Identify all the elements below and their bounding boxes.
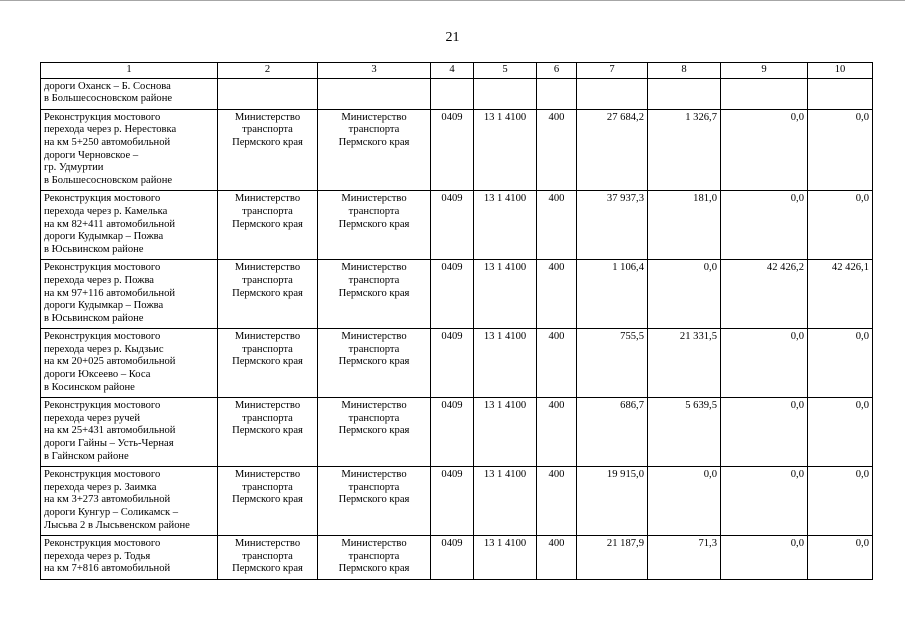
amount-cell: 0,0 bbox=[808, 109, 873, 191]
customer-cell bbox=[318, 260, 431, 329]
cell-line: транспорта bbox=[348, 274, 400, 286]
cell-line: Министерство bbox=[341, 111, 407, 123]
section-code-cell: 0409 bbox=[431, 109, 474, 191]
cell-line: Реконструкция мостового bbox=[44, 538, 161, 550]
table-row bbox=[41, 191, 873, 260]
cell-line: дороги Кунгур – Соликамск – bbox=[44, 507, 179, 518]
cell-line: транспорта bbox=[348, 343, 400, 355]
cell-line: Реконструкция мостового bbox=[44, 331, 161, 343]
section-code-cell: 0409 bbox=[431, 398, 474, 467]
amount-cell: 0,0 bbox=[721, 329, 808, 398]
object-name-cell bbox=[41, 329, 218, 398]
cell-line: Пермского края bbox=[232, 356, 303, 368]
cell-line: транспорта bbox=[242, 343, 293, 355]
cell-line: Пермского края bbox=[338, 356, 410, 368]
object-name-cell bbox=[41, 260, 218, 329]
chief-administrator-cell bbox=[218, 467, 318, 536]
amount-cell: 42 426,1 bbox=[808, 260, 873, 329]
expense-type-cell: 400 bbox=[537, 191, 577, 260]
chief-administrator-cell bbox=[218, 191, 318, 260]
cell-line: Министерство bbox=[234, 262, 301, 274]
col-number-1: 1 bbox=[41, 63, 218, 79]
cell-line: дороги Гайны – Усть-Черная bbox=[44, 438, 174, 450]
cell-line: в Юсьвинском районе bbox=[44, 312, 144, 324]
amount-cell: 21 187,9 bbox=[577, 536, 648, 580]
amount-cell: 37 937,3 bbox=[577, 191, 648, 260]
customer-cell bbox=[318, 78, 431, 109]
cell-line: транспорта bbox=[348, 205, 400, 217]
col-number-7: 7 bbox=[577, 63, 648, 79]
cell-line: перехода через р. Нерестовка bbox=[44, 124, 177, 136]
cell-line: перехода через р. Тодья bbox=[44, 550, 151, 562]
customer-cell bbox=[318, 191, 431, 260]
cell-line: в Юсьвинском районе bbox=[44, 243, 144, 255]
table-row bbox=[41, 536, 873, 580]
cell-line: Пермского края bbox=[338, 563, 410, 575]
cell-line: дороги Кудымкар – Пожва bbox=[44, 300, 164, 312]
cell-line: Реконструкция мостового bbox=[44, 400, 161, 412]
cell-line: на км 25+431 автомобильной bbox=[44, 425, 176, 437]
budget-table bbox=[40, 62, 873, 580]
cell-line: Пермского края bbox=[338, 425, 410, 437]
cell-line: транспорта bbox=[242, 205, 293, 217]
cell-line: дороги Черновское – bbox=[44, 149, 139, 161]
customer-cell bbox=[318, 536, 431, 580]
table-row bbox=[41, 109, 873, 191]
cell-line: Пермского края bbox=[338, 494, 410, 506]
object-name-cell bbox=[41, 78, 218, 109]
cell-line: дороги Юксеево – Коса bbox=[44, 369, 151, 381]
expense-type-cell: 400 bbox=[537, 260, 577, 329]
cell-line: Министерство bbox=[234, 331, 301, 343]
chief-administrator-cell bbox=[218, 329, 318, 398]
amount-cell: 0,0 bbox=[808, 329, 873, 398]
amount-cell: 0,0 bbox=[808, 467, 873, 536]
cell-line: Министерство bbox=[341, 193, 407, 205]
cell-line: транспорта bbox=[242, 412, 293, 424]
amount-cell: 686,7 bbox=[577, 398, 648, 467]
amount-cell: 5 639,5 bbox=[648, 398, 721, 467]
cell-line: Министерство bbox=[234, 111, 301, 123]
section-code-cell: 0409 bbox=[431, 191, 474, 260]
cell-line: транспорта bbox=[242, 550, 293, 562]
cell-line: гр. Удмуртии bbox=[44, 162, 104, 174]
cell-line: на км 82+411 автомобильной bbox=[44, 218, 176, 230]
cell-line: транспорта bbox=[242, 274, 293, 286]
cell-line: Министерство bbox=[234, 193, 301, 205]
amount-cell: 0,0 bbox=[721, 398, 808, 467]
chief-administrator-cell bbox=[218, 109, 318, 191]
amount-cell: 0,0 bbox=[721, 109, 808, 191]
cell-line: Пермского края bbox=[338, 287, 410, 299]
cell-line: Пермского края bbox=[232, 563, 303, 575]
amount-cell: 0,0 bbox=[808, 191, 873, 260]
cell-line: перехода через р. Камелька bbox=[44, 205, 168, 217]
amount-cell: 27 684,2 bbox=[577, 109, 648, 191]
amount-cell: 0,0 bbox=[808, 536, 873, 580]
cell-line: Министерство bbox=[234, 469, 301, 481]
amount-cell: 21 331,5 bbox=[648, 329, 721, 398]
col-number-8: 8 bbox=[648, 63, 721, 79]
chief-administrator-cell bbox=[218, 78, 318, 109]
customer-cell bbox=[318, 398, 431, 467]
cell-line: Министерство bbox=[341, 331, 407, 343]
cell-line: на км 97+116 автомобильной bbox=[44, 287, 176, 299]
cell-line: Лысьва 2 в Лысьвенском районе bbox=[44, 519, 190, 531]
section-code-cell: 0409 bbox=[431, 329, 474, 398]
cell-line: на км 20+025 автомобильной bbox=[44, 356, 176, 368]
target-article-cell: 13 1 4100 bbox=[474, 191, 537, 260]
cell-line: Министерство bbox=[234, 400, 301, 412]
cell-line: в Гайнском районе bbox=[44, 450, 129, 462]
table-row bbox=[41, 398, 873, 467]
object-name-cell bbox=[41, 536, 218, 580]
table-row bbox=[41, 467, 873, 536]
cell-line: транспорта bbox=[242, 124, 293, 136]
cell-line: Министерство bbox=[234, 538, 301, 550]
target-article-cell: 13 1 4100 bbox=[474, 536, 537, 580]
amount-cell: 0,0 bbox=[721, 467, 808, 536]
customer-cell bbox=[318, 467, 431, 536]
cell-line: транспорта bbox=[348, 124, 400, 136]
section-code-cell: 0409 bbox=[431, 467, 474, 536]
cell-line: перехода через ручей bbox=[44, 412, 141, 424]
cell-line: Пермского края bbox=[232, 136, 303, 148]
col-number-9: 9 bbox=[721, 63, 808, 79]
cell-line: в Большесосновском районе bbox=[44, 93, 173, 105]
amount-cell bbox=[577, 78, 648, 109]
amount-cell bbox=[808, 78, 873, 109]
col-number-2: 2 bbox=[218, 63, 318, 79]
expense-type-cell: 400 bbox=[537, 398, 577, 467]
cell-line: транспорта bbox=[242, 481, 293, 493]
amount-cell: 1 106,4 bbox=[577, 260, 648, 329]
amount-cell: 0,0 bbox=[721, 191, 808, 260]
expense-type-cell: 400 bbox=[537, 536, 577, 580]
cell-line: перехода через р. Кыдзьис bbox=[44, 343, 164, 355]
cell-line: Реконструкция мостового bbox=[44, 469, 161, 481]
cell-line: Пермского края bbox=[232, 287, 303, 299]
chief-administrator-cell bbox=[218, 536, 318, 580]
page-number: 21 bbox=[445, 30, 460, 45]
object-name-cell bbox=[41, 398, 218, 467]
table-row bbox=[41, 260, 873, 329]
amount-cell: 755,5 bbox=[577, 329, 648, 398]
object-name-cell bbox=[41, 467, 218, 536]
cell-line: на км 7+816 автомобильной bbox=[44, 563, 171, 575]
scan-edge-line bbox=[0, 0, 905, 1]
customer-cell bbox=[318, 109, 431, 191]
expense-type-cell: 400 bbox=[537, 329, 577, 398]
target-article-cell: 13 1 4100 bbox=[474, 398, 537, 467]
chief-administrator-cell bbox=[218, 398, 318, 467]
section-code-cell: 0409 bbox=[431, 536, 474, 580]
cell-line: Министерство bbox=[341, 469, 407, 481]
cell-line: Пермского края bbox=[338, 136, 410, 148]
col-number-6: 6 bbox=[537, 63, 577, 79]
expense-type-cell: 400 bbox=[537, 467, 577, 536]
amount-cell: 0,0 bbox=[808, 398, 873, 467]
amount-cell bbox=[648, 78, 721, 109]
cell-line: дороги Оханск – Б. Соснова bbox=[44, 80, 171, 92]
object-name-cell bbox=[41, 109, 218, 191]
column-number-row bbox=[41, 63, 873, 79]
cell-line: Реконструкция мостового bbox=[44, 111, 161, 123]
cell-line: транспорта bbox=[348, 550, 400, 562]
amount-cell: 71,3 bbox=[648, 536, 721, 580]
amount-cell: 0,0 bbox=[648, 260, 721, 329]
col-number-10: 10 bbox=[808, 63, 873, 79]
amount-cell: 1 326,7 bbox=[648, 109, 721, 191]
amount-cell: 42 426,2 bbox=[721, 260, 808, 329]
col-number-3: 3 bbox=[318, 63, 431, 79]
cell-line: Пермского края bbox=[232, 425, 303, 437]
cell-line: перехода через р. Пожва bbox=[44, 274, 155, 286]
cell-line: Министерство bbox=[341, 400, 407, 412]
cell-line: Министерство bbox=[341, 262, 407, 274]
table-row bbox=[41, 329, 873, 398]
cell-line: в Большесосновском районе bbox=[44, 174, 173, 186]
target-article-cell: 13 1 4100 bbox=[474, 467, 537, 536]
customer-cell bbox=[318, 329, 431, 398]
cell-line: Реконструкция мостового bbox=[44, 193, 161, 205]
target-article-cell: 13 1 4100 bbox=[474, 109, 537, 191]
target-article-cell bbox=[474, 78, 537, 109]
amount-cell bbox=[721, 78, 808, 109]
section-code-cell: 0409 bbox=[431, 260, 474, 329]
section-code-cell bbox=[431, 78, 474, 109]
amount-cell: 19 915,0 bbox=[577, 467, 648, 536]
expense-type-cell: 400 bbox=[537, 109, 577, 191]
cell-line: Пермского края bbox=[232, 494, 303, 506]
cell-line: перехода через р. Заимка bbox=[44, 481, 157, 493]
cell-line: Пермского края bbox=[232, 218, 303, 230]
cell-line: Министерство bbox=[341, 538, 407, 550]
cell-line: на км 3+273 автомобильной bbox=[44, 494, 171, 506]
target-article-cell: 13 1 4100 bbox=[474, 260, 537, 329]
cell-line: транспорта bbox=[348, 412, 400, 424]
target-article-cell: 13 1 4100 bbox=[474, 329, 537, 398]
amount-cell: 181,0 bbox=[648, 191, 721, 260]
cell-line: дороги Кудымкар – Пожва bbox=[44, 231, 164, 243]
col-number-4: 4 bbox=[431, 63, 474, 79]
cell-line: Реконструкция мостового bbox=[44, 262, 161, 274]
cell-line: транспорта bbox=[348, 481, 400, 493]
expense-type-cell bbox=[537, 78, 577, 109]
cell-line: Пермского края bbox=[338, 218, 410, 230]
table-row bbox=[41, 78, 873, 109]
cell-line: на км 5+250 автомобильной bbox=[44, 136, 171, 148]
chief-administrator-cell bbox=[218, 260, 318, 329]
object-name-cell bbox=[41, 191, 218, 260]
cell-line: в Косинском районе bbox=[44, 381, 135, 393]
col-number-5: 5 bbox=[474, 63, 537, 79]
amount-cell: 0,0 bbox=[648, 467, 721, 536]
amount-cell: 0,0 bbox=[721, 536, 808, 580]
